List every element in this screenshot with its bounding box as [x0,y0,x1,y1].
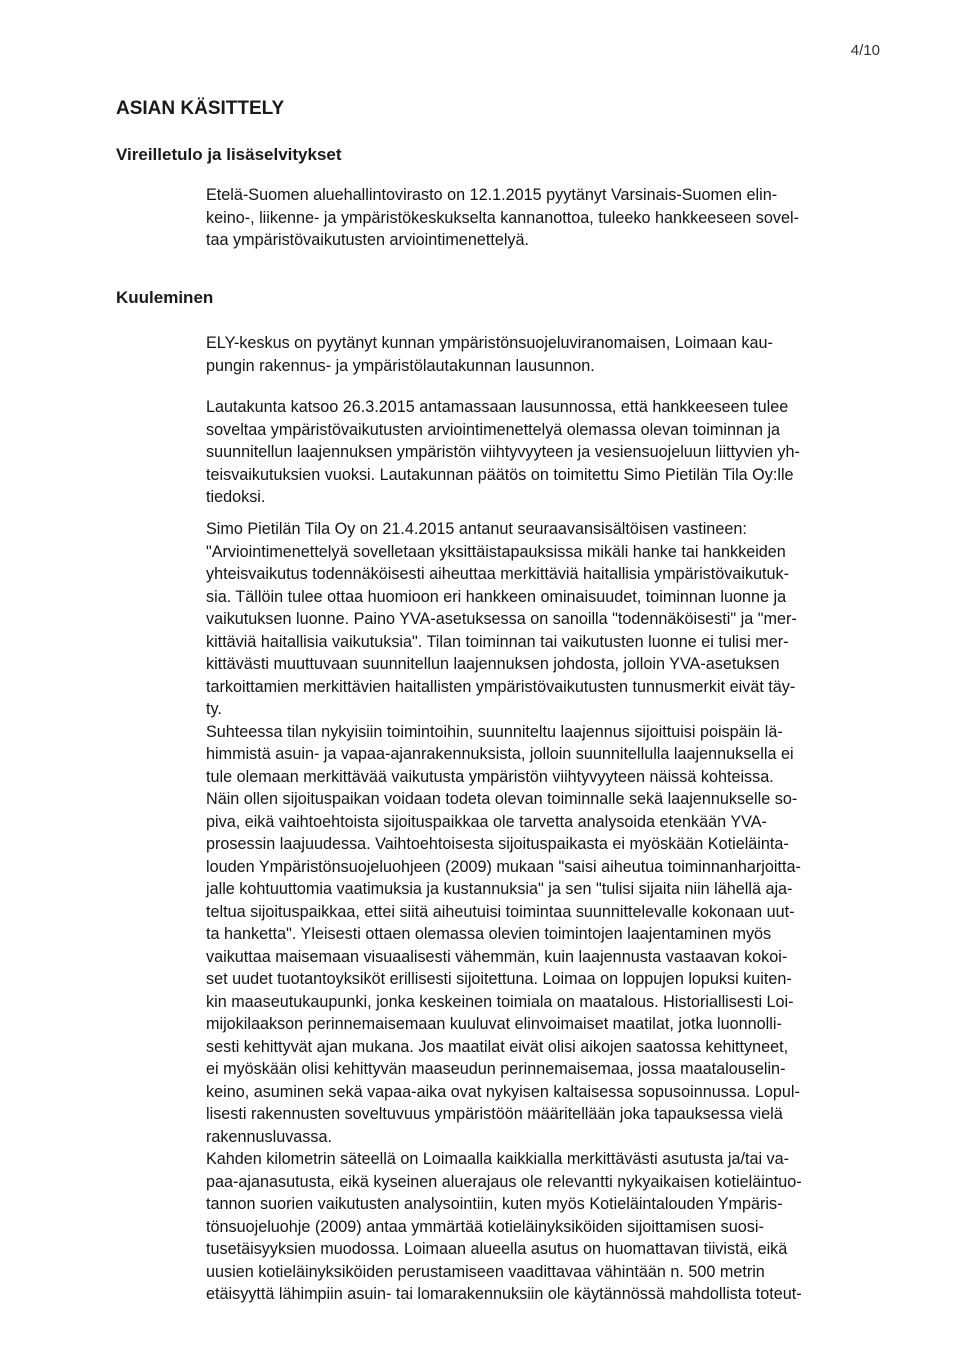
text-line: Etelä-Suomen aluehallintovirasto on 12.1.2015 pyytänyt Varsinais-Suomen elin- [206,186,778,204]
text-line: ty. [206,700,222,718]
text-line: kittäviä haitallisia vaikutuksia". Tilan toiminnan tai vaikutusten luonne ei tulisi mer- [206,632,789,651]
text-line: Kahden kilometrin säteellä on Loimaalla kaikkialla merkittävästi asutusta ja/tai va- [206,1150,790,1168]
text-line: teltua sijoituspaikkaa, ettei siitä aiheutuisi toimintaa suunnittelevalle kokonaan uut- [206,902,795,921]
page-number: 4/10 [850,42,880,59]
text-line: tannon suorien vaikutusten analysointiin, kuten myös Kotieläintalouden Ympäris- [206,1195,783,1213]
text-line: tusetäisyyksien muodossa. Loimaan alueella asutus on huomattavan tiivistä, eikä [206,1240,788,1258]
text-line: prosessin laajuudessa. Vaihtoehtoisesta sijoituspaikasta ei myöskään Kotieläinta- [206,835,789,853]
text-line: tule olemaan merkittävää vaikutusta ympäristön viihtyvyyteen näissä kohteissa. [206,767,774,786]
text-line: rakennusluvassa. [206,1127,332,1146]
text-line: keino, asuminen sekä vapaa-aika ovat nykyisen kaltaisessa sopusoinnussa. Lopul- [206,1082,800,1101]
text-line: ta hanketta". Yleisesti ottaen olemassa olevien toimintojen laajentaminen myös [206,925,772,943]
paragraph-hearing [206,332,878,377]
text-line: set uudet tuotantoyksiköt erillisesti sijoitettuna. Loimaa on loppujen lopuksi kuiten- [206,970,792,988]
text-line: paa-ajanasutusta, eikä kyseinen aluerajaus ole relevantti nykyaikaisen kotieläintuo- [206,1172,802,1191]
text-line: himmistä asuin- ja vapaa-ajanrakennuksista, jolloin suunnitellulla laajennuksella ei [206,745,794,763]
text-line: ei myöskään olisi kehittyvän maaseudun perinnemaisemaa, jossa maatalouselin- [206,1060,786,1078]
text-line: tarkoittamien merkittävien haitallisten ympäristövaikutusten tunnusmerkit eivät täy- [206,677,796,696]
text-line: vaikuttaa maisemaan visuaalisesti vähemmän, kuin laajennusta vastaavan kokoi- [206,947,788,966]
text-line: vaikutuksen luonne. Paino YVA-asetuksessa on sanoilla "todennäköisesti" ja "mer- [206,610,797,628]
text-line: tiedoksi. [206,488,266,506]
text-line: ELY-keskus on pyytänyt kunnan ympäristönsuojeluviranomaisen, Loimaan kau- [206,334,773,352]
text-line: suunnitellun laajennuksen ympäristön viihtyvyyteen ja vesiensuojeluun liittyvien yh- [206,443,800,461]
text-line: keino-, liikenne- ja ympäristökeskukselta kannanottoa, tuleeko hankkeeseen sovel- [206,208,799,227]
text-line: pungin rakennus- ja ympäristölautakunnan lausunnon. [206,356,595,375]
side-heading-kuuleminen: Kuuleminen [116,288,214,307]
paragraph-board-statement [206,396,878,509]
text-line: Simo Pietilän Tila Oy on 21.4.2015 antanut seuraavansisältöisen vastineen: [206,520,747,538]
text-line: Näin ollen sijoituspaikan voidaan todeta olevan toiminnalle sekä laajennukselle so- [206,790,798,808]
text-line: Suhteessa tilan nykyisiin toimintoihin, suunniteltu laajennus sijoittuisi poispäin lä- [206,722,783,741]
text-line: Lautakunta katsoo 26.3.2015 antamassaan lausunnossa, että hankkeeseen tulee [206,398,789,416]
paragraph-response [206,518,878,1306]
text-line: lisesti rakennusten soveltuvuus ympäristöön määritellään joka tapauksessa vielä [206,1105,783,1123]
text-line: piva, eikä vaihtoehtoista sijoituspaikkaa ole tarvetta analysoida etenkään YVA- [206,812,767,831]
text-line: kittävästi muuttuvaan suunnitellun laajennuksen johdosta, jolloin YVA-asetuksen [206,655,780,673]
text-line: etäisyyttä lähimpiin asuin- tai lomarakennuksiin ole käytännössä mahdollista toteut- [206,1285,802,1303]
text-line: tönsuojeluohje (2009) antaa ymmärtää kotieläinyksiköiden sijoittamisen suosi- [206,1217,764,1236]
text-line: kin maaseutukaupunki, jonka keskeinen toimiala on maatalous. Historiallisesti Loi- [206,992,794,1011]
text-line: mijokilaakson perinnemaisemaan kuuluvat elinvoimaiset maatilat, jotka luonnolli- [206,1015,782,1033]
text-line: uusien kotieläinyksiköiden perustamiseen vaadittavaa vähintään n. 500 metrin [206,1262,765,1281]
text-line: louden Ympäristönsuojeluohjeen (2009) mukaan "saisi aiheutua toiminnanharjoitta- [206,857,801,876]
text-line: yhteisvaikutus todennäköisesti aiheuttaa merkittäviä haitallisia ympäristövaikutuk- [206,565,790,583]
text-line: "Arviointimenettelyä sovelletaan yksittäistapauksissa mikäli hanke tai hankkeiden [206,542,786,561]
text-line: taa ympäristövaikutusten arviointimenettelyä. [206,231,530,249]
text-line: sesti kehittyvät ajan mukana. Jos maatilat eivät olisi aikojen saatossa kehittyneet, [206,1037,789,1056]
subsection-heading: Vireilletulo ja lisäselvitykset [116,145,342,164]
text-line: jalle kohtuuttomia vaatimuksia ja kustannuksia" ja sen "tulisi sijaita niin lähellä aja- [206,880,793,898]
text-line: soveltaa ympäristövaikutusten arviointimenettelyä olemassa olevan toiminnan ja [206,420,781,439]
text-line: sia. Tällöin tulee ottaa huomioon eri hankkeen ominaisuudet, toiminnan luonne ja [206,587,787,606]
paragraph-request [206,184,878,252]
section-heading: ASIAN KÄSITTELY [116,98,285,119]
text-line: teisvaikutuksien vuoksi. Lautakunnan päätös on toimitettu Simo Pietilän Tila Oy:lle [206,465,794,484]
